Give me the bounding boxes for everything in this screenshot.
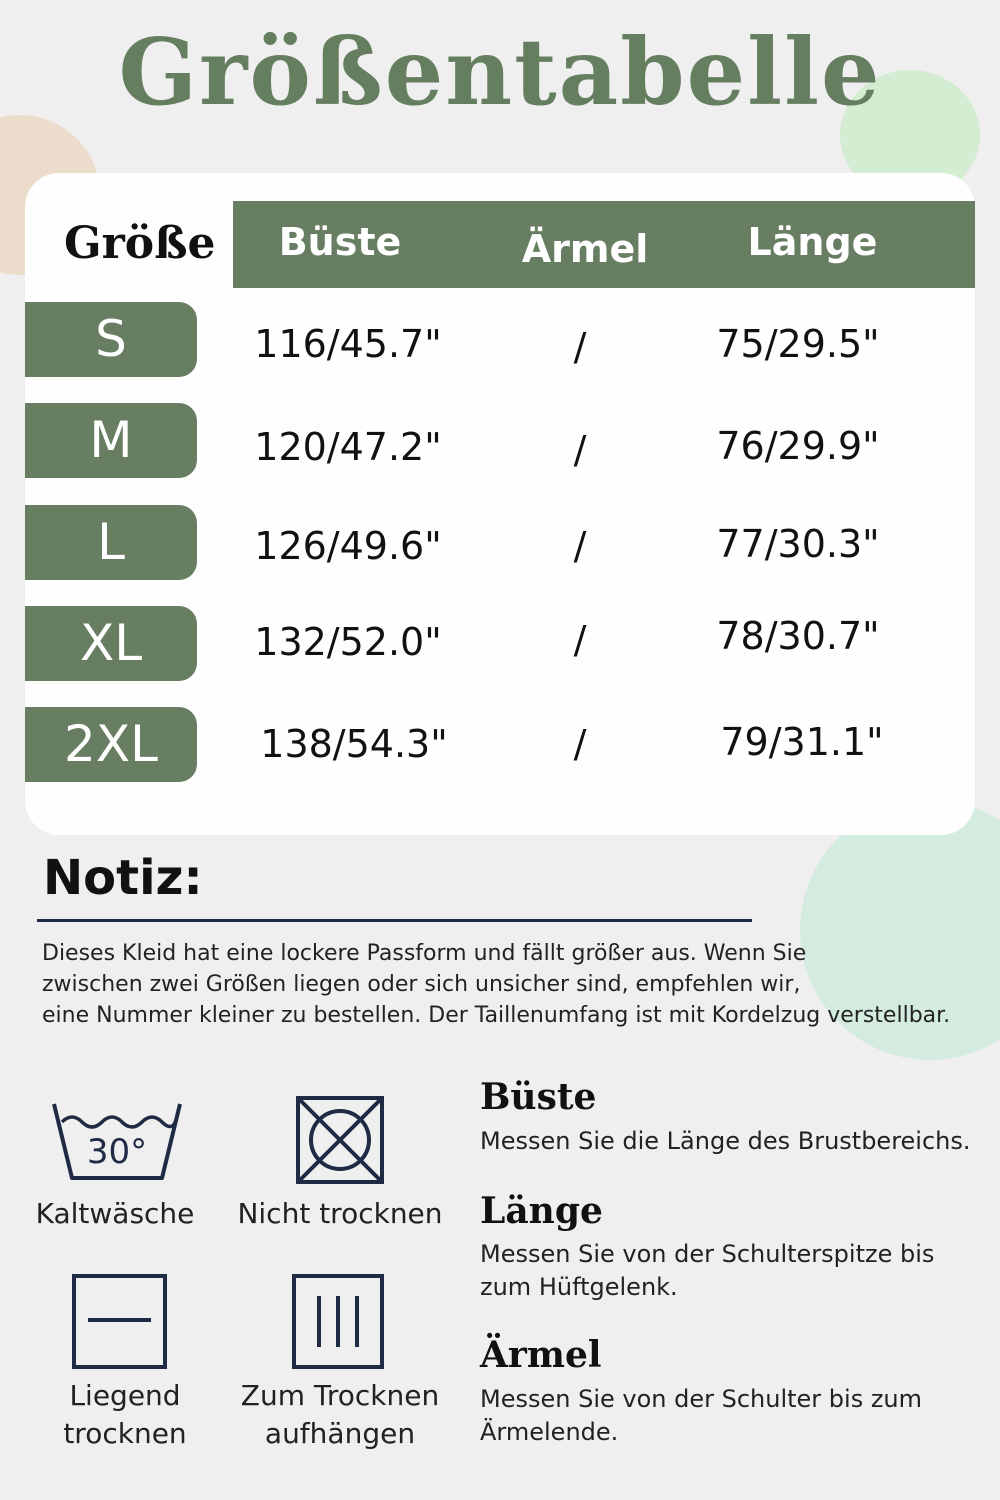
definition-title-length: Länge	[480, 1190, 603, 1232]
note-line: eine Nummer kleiner zu bestellen. Der Taillenumfang ist mit Kordelzug verstellbar.	[42, 1003, 951, 1028]
note-divider	[37, 919, 752, 922]
definition-line: Messen Sie von der Schulter bis zum	[480, 1385, 923, 1413]
table-cell-sleeve: /	[573, 428, 587, 472]
care-label-cold-wash	[20, 1195, 210, 1233]
definition-line: Messen Sie die Länge des Brustbereichs.	[480, 1127, 971, 1155]
definition-title-bust: Büste	[480, 1076, 597, 1118]
care-label-line: trocknen	[63, 1417, 187, 1450]
definition-line: Messen Sie von der Schulterspitze bis	[480, 1240, 935, 1268]
dry-flat-icon	[72, 1274, 167, 1369]
size-label-l: L	[25, 505, 197, 580]
page-title: Größentabelle	[118, 18, 882, 126]
size-label-xl: XL	[25, 606, 197, 681]
table-cell-bust: 116/45.7"	[254, 322, 442, 366]
header-length: Länge	[747, 220, 878, 264]
table-cell-length: 78/30.7"	[716, 614, 880, 658]
definition-text-sleeve	[480, 1383, 980, 1449]
care-label-line: aufhängen	[264, 1417, 416, 1450]
table-cell-length: 76/29.9"	[716, 424, 880, 468]
care-label-line: Nicht trocknen	[237, 1197, 443, 1230]
definition-text-length	[480, 1238, 980, 1304]
table-cell-bust: 126/49.6"	[254, 524, 442, 568]
wash-temp-text: 30°	[86, 1132, 148, 1172]
table-cell-bust: 132/52.0"	[254, 620, 442, 664]
table-cell-length: 75/29.5"	[716, 322, 880, 366]
definition-text-bust	[480, 1125, 980, 1158]
table-cell-sleeve: /	[573, 618, 587, 662]
care-label-line: Liegend	[69, 1379, 181, 1412]
table-cell-sleeve: /	[573, 325, 587, 369]
size-column-header: Größe	[64, 218, 216, 269]
header-bust: Büste	[278, 220, 402, 264]
size-label-m: M	[25, 403, 197, 478]
care-label-no-dry	[230, 1195, 450, 1233]
definition-line: Ärmelende.	[480, 1418, 619, 1446]
table-cell-length: 77/30.3"	[716, 522, 880, 566]
line-dry-icon	[292, 1274, 384, 1369]
table-cell-length: 79/31.1"	[720, 720, 884, 764]
table-cell-sleeve: /	[573, 524, 587, 568]
table-cell-sleeve: /	[573, 722, 587, 766]
size-label-2xl: 2XL	[25, 707, 197, 782]
table-cell-bust: 138/54.3"	[260, 722, 448, 766]
care-label-dry-flat	[30, 1377, 220, 1453]
note-line: zwischen zwei Größen liegen oder sich unsicher sind, empfehlen wir,	[42, 972, 801, 997]
note-title: Notiz:	[43, 850, 203, 906]
note-line: Dieses Kleid hat eine lockere Passform und fällt größer aus. Wenn Sie	[42, 941, 807, 966]
care-label-line: Kaltwäsche	[35, 1197, 195, 1230]
size-label-s: S	[25, 302, 197, 377]
header-sleeve: Ärmel	[521, 227, 649, 271]
care-label-line-dry	[225, 1377, 455, 1453]
table-cell-bust: 120/47.2"	[254, 425, 442, 469]
definition-title-sleeve: Ärmel	[480, 1334, 602, 1376]
no-tumble-dry-icon	[296, 1096, 384, 1184]
note-text	[42, 938, 997, 1031]
wash-30-icon	[50, 1100, 184, 1182]
definition-line: zum Hüftgelenk.	[480, 1273, 678, 1301]
care-label-line: Zum Trocknen	[240, 1379, 440, 1412]
